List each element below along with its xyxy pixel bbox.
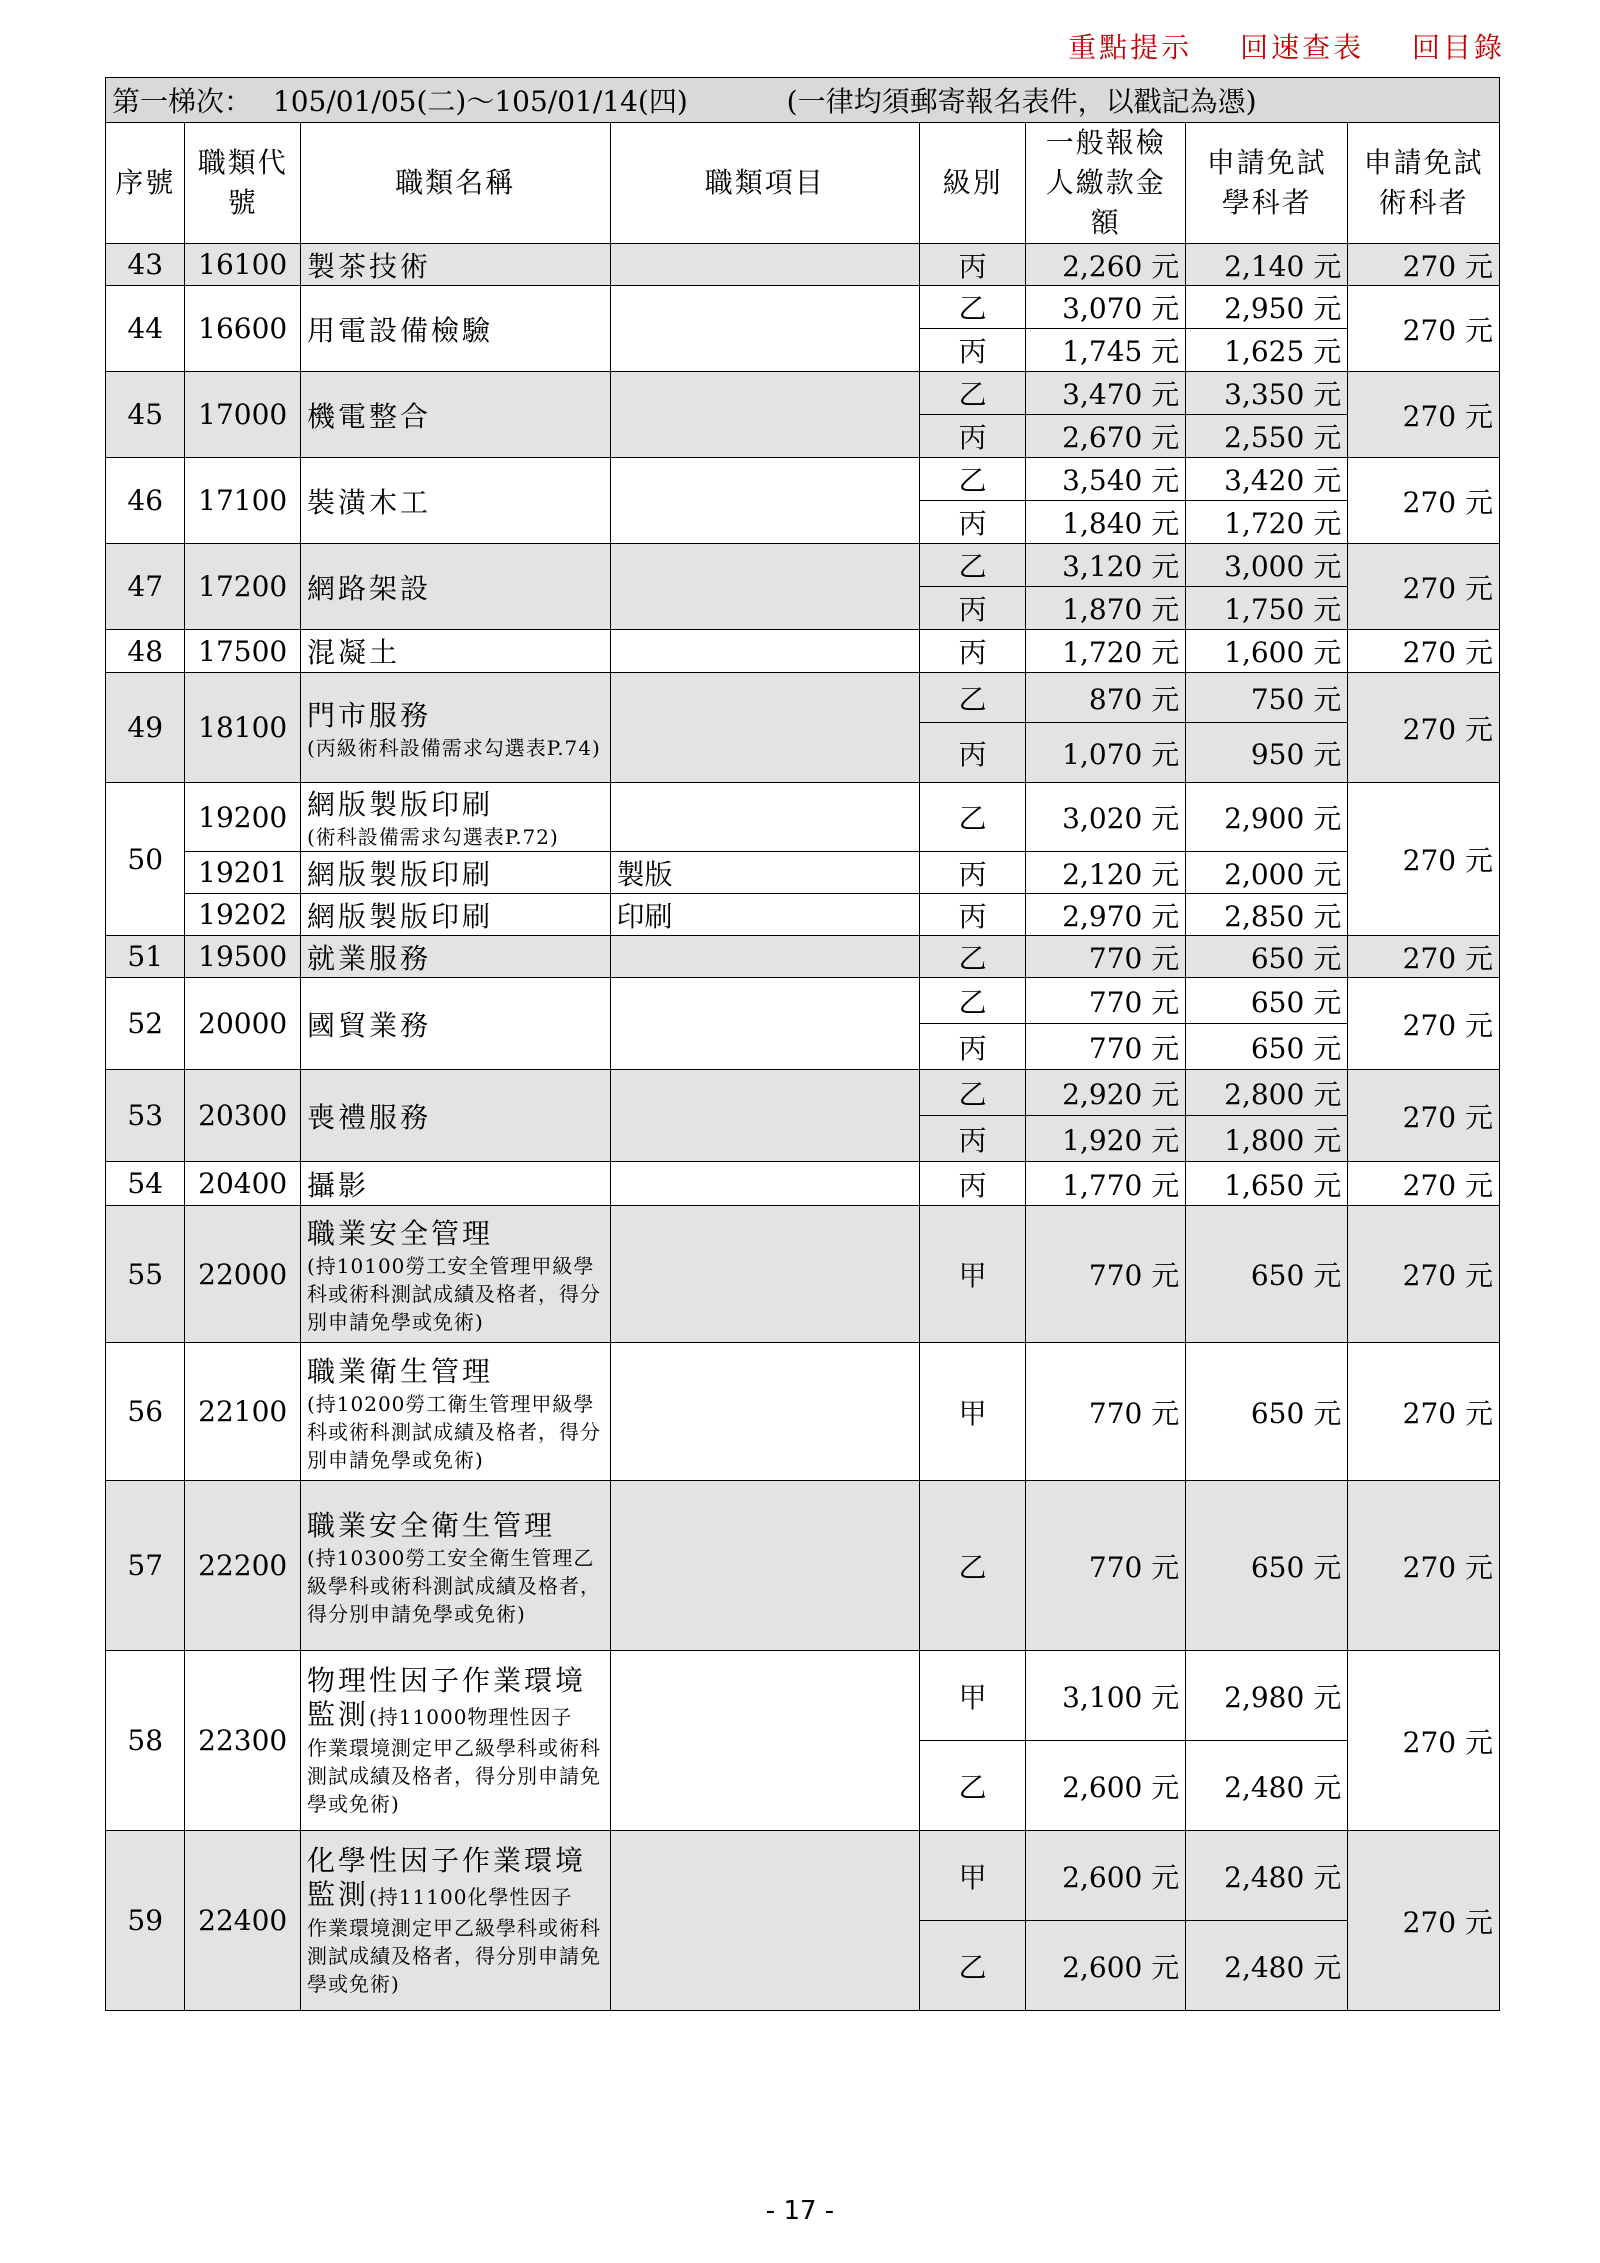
row-code: 20000 (185, 978, 301, 1070)
row-name-cell (300, 286, 610, 372)
row-general-fee: 2,670 元 (1026, 415, 1186, 458)
row-item (610, 286, 920, 372)
row-name: 就業服務 (306, 941, 431, 975)
row-exempt-academic: 650 元 (1186, 1024, 1348, 1070)
row-exempt-academic: 2,140 元 (1186, 244, 1348, 286)
row-seq: 44 (106, 286, 185, 372)
link-quick-lookup[interactable]: 回速查表 (1240, 31, 1365, 64)
row-note: (術科設備需求勾選表P.72) (306, 825, 559, 849)
row-name: 網版製版印刷 (306, 788, 493, 821)
row-name-cell (300, 936, 610, 978)
row-exempt-practical: 270 元 (1348, 783, 1500, 936)
row-level: 乙 (920, 286, 1026, 329)
table-row (106, 1162, 1500, 1206)
row-level: 丙 (920, 587, 1026, 630)
table-row (106, 458, 1500, 501)
row-item (610, 978, 920, 1070)
row-general-fee: 3,020 元 (1026, 783, 1186, 852)
row-general-fee: 1,745 元 (1026, 329, 1186, 372)
row-code: 22100 (185, 1343, 301, 1481)
row-item (610, 1481, 920, 1651)
row-exempt-practical: 270 元 (1348, 1162, 1500, 1206)
row-code: 16600 (185, 286, 301, 372)
row-level: 乙 (920, 936, 1026, 978)
header-code: 職類代號 (185, 123, 301, 244)
row-general-fee: 1,070 元 (1026, 723, 1186, 783)
row-exempt-academic: 1,625 元 (1186, 329, 1348, 372)
row-note: 作業環境測定甲乙級學科或術科測試成績及格者，得分別申請免學或免術) (306, 1915, 601, 1996)
row-item (610, 244, 920, 286)
row-exempt-academic: 2,950 元 (1186, 286, 1348, 329)
link-key-points[interactable]: 重點提示 (1068, 31, 1193, 64)
row-code: 19201 (185, 852, 301, 894)
row-general-fee: 770 元 (1026, 1206, 1186, 1343)
row-level: 乙 (920, 1070, 1026, 1116)
table-row (106, 1651, 1500, 1741)
row-code: 22000 (185, 1206, 301, 1343)
row-general-fee: 3,100 元 (1026, 1651, 1186, 1741)
row-name: 職業衛生管理 (306, 1354, 493, 1388)
row-name-cell (300, 852, 610, 894)
row-name-cell (300, 458, 610, 544)
row-code: 20400 (185, 1162, 301, 1206)
row-item (610, 630, 920, 673)
header-row (106, 123, 1500, 244)
row-note-inline: (持11000物理性因子 (369, 1704, 573, 1729)
row-level: 甲 (920, 1206, 1026, 1343)
row-exempt-academic: 3,000 元 (1186, 544, 1348, 587)
row-seq: 54 (106, 1162, 185, 1206)
row-level: 丙 (920, 501, 1026, 544)
table-row (106, 372, 1500, 415)
row-level: 丙 (920, 630, 1026, 673)
header-general-fee: 一般報檢人繳款金額 (1026, 123, 1186, 244)
row-item (610, 1831, 920, 2011)
row-code: 19200 (185, 783, 301, 852)
batch-dates: 105/01/05(二)～105/01/14(四) (272, 85, 688, 118)
row-general-fee: 3,070 元 (1026, 286, 1186, 329)
row-general-fee: 2,970 元 (1026, 894, 1186, 936)
row-exempt-practical: 270 元 (1348, 673, 1500, 783)
row-seq: 47 (106, 544, 185, 630)
row-name-cell (300, 1651, 610, 1831)
row-name: 用電設備檢驗 (306, 313, 493, 347)
row-level: 丙 (920, 894, 1026, 936)
row-item (610, 783, 920, 852)
row-note: (持10200勞工衛生管理甲級學科或術科測試成績及格者，得分別申請免學或免術) (306, 1391, 601, 1472)
row-exempt-practical: 270 元 (1348, 630, 1500, 673)
row-exempt-academic: 1,650 元 (1186, 1162, 1348, 1206)
row-exempt-practical: 270 元 (1348, 978, 1500, 1070)
row-name: 製茶技術 (306, 249, 431, 283)
row-name-cell (300, 1206, 610, 1343)
row-seq: 59 (106, 1831, 185, 2011)
row-name-head: 化學性因子作業環境 (306, 1843, 586, 1877)
row-exempt-practical: 270 元 (1348, 1070, 1500, 1162)
row-item: 製版 (610, 852, 920, 894)
row-seq: 56 (106, 1343, 185, 1481)
row-level: 甲 (920, 1343, 1026, 1481)
row-item: 印刷 (610, 894, 920, 936)
row-general-fee: 2,120 元 (1026, 852, 1186, 894)
row-seq: 53 (106, 1070, 185, 1162)
row-seq: 50 (106, 783, 185, 936)
row-exempt-practical: 270 元 (1348, 1481, 1500, 1651)
row-item (610, 458, 920, 544)
row-general-fee: 3,540 元 (1026, 458, 1186, 501)
row-name-head: 物理性因子作業環境 (306, 1663, 586, 1697)
row-exempt-practical: 270 元 (1348, 1343, 1500, 1481)
row-exempt-academic: 2,800 元 (1186, 1070, 1348, 1116)
row-code: 22300 (185, 1651, 301, 1831)
row-general-fee: 770 元 (1026, 936, 1186, 978)
table-row (106, 244, 1500, 286)
row-exempt-practical: 270 元 (1348, 286, 1500, 372)
row-level: 丙 (920, 852, 1026, 894)
row-note: (丙級術科設備需求勾選表P.74) (306, 735, 601, 760)
row-exempt-academic: 2,850 元 (1186, 894, 1348, 936)
row-name: 網版製版印刷 (306, 899, 493, 933)
row-seq: 45 (106, 372, 185, 458)
table-row (106, 1070, 1500, 1116)
row-level: 乙 (920, 1741, 1026, 1831)
row-name-cell (300, 1481, 610, 1651)
row-exempt-academic: 650 元 (1186, 1206, 1348, 1343)
row-code: 22200 (185, 1481, 301, 1651)
table-row (106, 630, 1500, 673)
row-note: (持10300勞工安全衛生管理乙級學科或術科測試成績及格者，得分別申請免學或免術) (306, 1545, 601, 1626)
row-exempt-academic: 650 元 (1186, 978, 1348, 1024)
row-level: 乙 (920, 544, 1026, 587)
row-exempt-academic: 2,480 元 (1186, 1831, 1348, 1921)
row-name-cell (300, 783, 610, 852)
row-exempt-academic: 2,900 元 (1186, 783, 1348, 852)
row-level: 乙 (920, 1481, 1026, 1651)
row-code: 20300 (185, 1070, 301, 1162)
row-name: 職業安全管理 (306, 1217, 493, 1250)
row-general-fee: 1,870 元 (1026, 587, 1186, 630)
table-row (106, 673, 1500, 723)
row-exempt-practical: 270 元 (1348, 1206, 1500, 1343)
row-name-tail: 監測 (306, 1877, 369, 1911)
row-exempt-practical: 270 元 (1348, 544, 1500, 630)
header-seq: 序號 (106, 123, 185, 244)
table-row (106, 1481, 1500, 1651)
row-name: 喪禮服務 (306, 1100, 431, 1134)
row-code: 17000 (185, 372, 301, 458)
row-note: 作業環境測定甲乙級學科或術科測試成績及格者，得分別申請免學或免術) (306, 1735, 601, 1816)
table-row (106, 978, 1500, 1024)
row-exempt-academic: 1,750 元 (1186, 587, 1348, 630)
row-level: 甲 (920, 1831, 1026, 1921)
row-seq: 49 (106, 673, 185, 783)
row-name-cell (300, 630, 610, 673)
row-general-fee: 770 元 (1026, 1343, 1186, 1481)
table-row (106, 544, 1500, 587)
row-name-cell (300, 978, 610, 1070)
row-name-cell (300, 244, 610, 286)
row-exempt-practical: 270 元 (1348, 244, 1500, 286)
row-item (610, 936, 920, 978)
row-name: 職業安全衛生管理 (306, 1508, 555, 1542)
batch-label: 第一梯次： (112, 85, 253, 118)
batch-row (106, 78, 1500, 123)
row-level: 丙 (920, 1162, 1026, 1206)
table-row (106, 286, 1500, 329)
row-general-fee: 2,600 元 (1026, 1831, 1186, 1921)
row-exempt-academic: 3,420 元 (1186, 458, 1348, 501)
page-number: - 17 - (765, 2196, 835, 2226)
table-row (106, 783, 1500, 852)
row-level: 丙 (920, 1116, 1026, 1162)
row-general-fee: 1,920 元 (1026, 1116, 1186, 1162)
table-row (106, 852, 1500, 894)
table-row (106, 1343, 1500, 1481)
row-exempt-academic: 2,550 元 (1186, 415, 1348, 458)
row-level: 丙 (920, 1024, 1026, 1070)
row-name-cell (300, 1162, 610, 1206)
row-exempt-academic: 1,720 元 (1186, 501, 1348, 544)
row-name-cell (300, 544, 610, 630)
row-exempt-academic: 2,480 元 (1186, 1921, 1348, 2011)
row-exempt-academic: 950 元 (1186, 723, 1348, 783)
row-level: 乙 (920, 458, 1026, 501)
row-name: 攝影 (306, 1168, 369, 1202)
row-exempt-academic: 2,480 元 (1186, 1741, 1348, 1831)
fee-table (105, 77, 1500, 2011)
row-name-cell (300, 372, 610, 458)
row-exempt-academic: 2,000 元 (1186, 852, 1348, 894)
row-item (610, 544, 920, 630)
row-exempt-academic: 650 元 (1186, 1343, 1348, 1481)
row-level: 乙 (920, 673, 1026, 723)
row-general-fee: 3,120 元 (1026, 544, 1186, 587)
row-general-fee: 770 元 (1026, 978, 1186, 1024)
row-code: 18100 (185, 673, 301, 783)
link-table-of-contents[interactable]: 回目錄 (1411, 31, 1505, 64)
row-item (610, 1651, 920, 1831)
row-name-tail: 監測 (306, 1697, 369, 1731)
row-exempt-academic: 3,350 元 (1186, 372, 1348, 415)
row-exempt-academic: 750 元 (1186, 673, 1348, 723)
row-name-cell (300, 1070, 610, 1162)
table-row (106, 894, 1500, 936)
table-row (106, 1831, 1500, 1921)
row-general-fee: 3,470 元 (1026, 372, 1186, 415)
row-item (610, 1162, 920, 1206)
row-exempt-academic: 1,800 元 (1186, 1116, 1348, 1162)
row-general-fee: 2,600 元 (1026, 1741, 1186, 1831)
row-exempt-academic: 650 元 (1186, 936, 1348, 978)
header-name: 職類名稱 (300, 123, 610, 244)
row-seq: 46 (106, 458, 185, 544)
row-name-cell (300, 894, 610, 936)
row-general-fee: 2,260 元 (1026, 244, 1186, 286)
row-code: 17100 (185, 458, 301, 544)
batch-title (106, 78, 1500, 123)
row-name: 網版製版印刷 (306, 857, 493, 891)
row-general-fee: 2,600 元 (1026, 1921, 1186, 2011)
row-seq: 48 (106, 630, 185, 673)
row-exempt-practical: 270 元 (1348, 1831, 1500, 2011)
row-name: 裝潢木工 (306, 485, 431, 519)
row-item (610, 1070, 920, 1162)
header-exempt-academic: 申請免試學科者 (1186, 123, 1348, 244)
row-general-fee: 1,720 元 (1026, 630, 1186, 673)
row-general-fee: 2,920 元 (1026, 1070, 1186, 1116)
row-name: 網路架設 (306, 571, 431, 605)
row-exempt-practical: 270 元 (1348, 936, 1500, 978)
row-code: 19500 (185, 936, 301, 978)
row-level: 丙 (920, 244, 1026, 286)
row-note: (持10100勞工安全管理甲級學科或術科測試成績及格者，得分別申請免學或免術) (306, 1254, 601, 1334)
row-level: 丙 (920, 329, 1026, 372)
row-level: 甲 (920, 1651, 1026, 1741)
row-general-fee: 770 元 (1026, 1481, 1186, 1651)
row-code: 17200 (185, 544, 301, 630)
row-code: 19202 (185, 894, 301, 936)
row-note-inline: (持11100化學性因子 (369, 1884, 573, 1909)
row-level: 乙 (920, 978, 1026, 1024)
row-name: 機電整合 (306, 399, 431, 433)
row-exempt-academic: 2,980 元 (1186, 1651, 1348, 1741)
row-general-fee: 870 元 (1026, 673, 1186, 723)
row-item (610, 372, 920, 458)
row-exempt-academic: 650 元 (1186, 1481, 1348, 1651)
row-item (610, 1206, 920, 1343)
row-name: 混凝土 (306, 636, 400, 669)
row-seq: 58 (106, 1651, 185, 1831)
row-general-fee: 1,770 元 (1026, 1162, 1186, 1206)
row-exempt-practical: 270 元 (1348, 372, 1500, 458)
row-code: 17500 (185, 630, 301, 673)
row-name-cell (300, 673, 610, 783)
row-level: 乙 (920, 372, 1026, 415)
row-code: 16100 (185, 244, 301, 286)
row-seq: 57 (106, 1481, 185, 1651)
row-level: 乙 (920, 783, 1026, 852)
row-code: 22400 (185, 1831, 301, 2011)
batch-note: (一律均須郵寄報名表件，以戳記為憑) (786, 85, 1257, 118)
row-name: 國貿業務 (306, 1008, 431, 1042)
row-seq: 43 (106, 244, 185, 286)
row-name-cell (300, 1343, 610, 1481)
row-name: 門市服務 (306, 698, 431, 732)
table-row (106, 936, 1500, 978)
row-exempt-practical: 270 元 (1348, 1651, 1500, 1831)
row-name-cell (300, 1831, 610, 2011)
header-item: 職類項目 (610, 123, 920, 244)
row-general-fee: 770 元 (1026, 1024, 1186, 1070)
fee-table-body (106, 244, 1500, 2011)
row-exempt-academic: 1,600 元 (1186, 630, 1348, 673)
row-seq: 55 (106, 1206, 185, 1343)
row-seq: 52 (106, 978, 185, 1070)
table-row (106, 1206, 1500, 1343)
row-level: 乙 (920, 1921, 1026, 2011)
row-item (610, 673, 920, 783)
header-exempt-practical: 申請免試術科者 (1348, 123, 1500, 244)
top-navigation (1032, 26, 1505, 66)
row-general-fee: 1,840 元 (1026, 501, 1186, 544)
row-seq: 51 (106, 936, 185, 978)
row-exempt-practical: 270 元 (1348, 458, 1500, 544)
header-level: 級別 (920, 123, 1026, 244)
row-level: 丙 (920, 723, 1026, 783)
row-item (610, 1343, 920, 1481)
row-level: 丙 (920, 415, 1026, 458)
